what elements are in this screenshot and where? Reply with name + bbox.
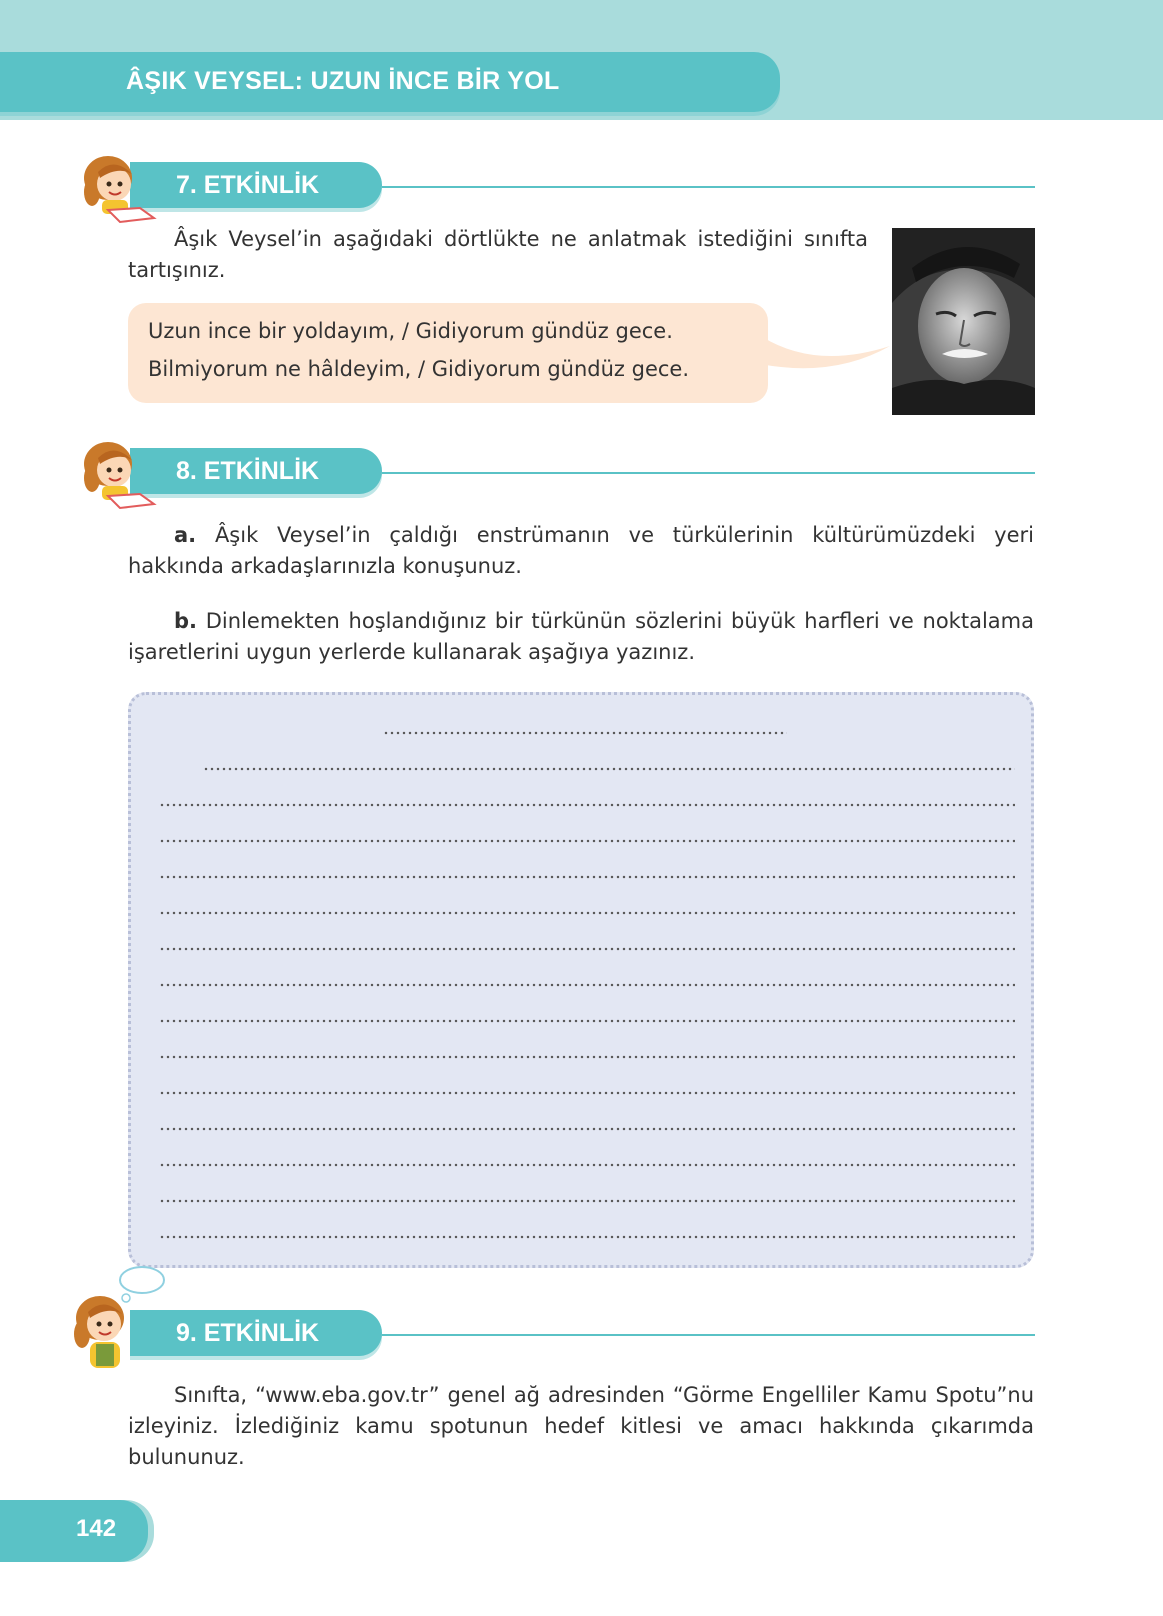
writing-line[interactable]	[159, 873, 1015, 881]
part-a-label: a.	[174, 523, 197, 547]
writing-line[interactable]	[159, 1125, 1015, 1133]
chapter-title: ÂŞIK VEYSEL: UZUN İNCE BİR YOL	[126, 67, 560, 95]
activity-8-badge	[130, 448, 382, 494]
page-number: 142	[76, 1515, 117, 1542]
activity-8-part-b	[128, 606, 1034, 668]
writing-line[interactable]	[159, 945, 1015, 953]
poem-speech-bubble	[128, 303, 768, 403]
page-number-tab	[0, 1500, 148, 1562]
part-b-label: b.	[174, 609, 198, 633]
writing-line[interactable]	[159, 909, 1015, 917]
writing-line[interactable]	[159, 1053, 1015, 1061]
poem-line-1: Uzun ince bir yoldayım, / Gidiyorum gündüz gece.	[148, 319, 673, 343]
writing-line[interactable]	[203, 765, 1015, 773]
writing-line[interactable]	[159, 1197, 1015, 1205]
activity-8-header	[0, 434, 1163, 514]
girl-reading-mascot-icon	[78, 148, 164, 226]
song-title-line[interactable]	[383, 729, 787, 737]
writing-line[interactable]	[159, 981, 1015, 989]
writing-line[interactable]	[159, 1161, 1015, 1169]
girl-thinking-mascot-icon	[70, 1266, 170, 1376]
activity-8-part-a	[128, 520, 1034, 582]
writing-line[interactable]	[159, 837, 1015, 845]
activity-7-badge	[130, 162, 382, 208]
activity-divider-line	[380, 1334, 1035, 1336]
activity-9-header	[0, 1296, 1163, 1376]
activity-9-title: 9. ETKİNLİK	[176, 1319, 320, 1347]
writing-area[interactable]	[128, 692, 1034, 1268]
part-b-text: Dinlemekten hoşlandığınız bir türkünün sözlerini büyük harfleri ve noktalama işaretlerini uygun yerlerde kullanarak aşağıya yazınız.	[128, 609, 1034, 664]
activity-7-instruction: Âşık Veysel’in aşağıdaki dörtlükte ne anlatmak istediğini sınıfta tartışınız.	[128, 227, 868, 282]
activity-8-title: 8. ETKİNLİK	[176, 457, 320, 485]
part-a-text: Âşık Veysel’in çaldığı enstrümanın ve türkülerinin kültürümüzdeki yeri hakkında arkadaşlarınızla konuşunuz.	[128, 523, 1034, 578]
writing-line[interactable]	[159, 801, 1015, 809]
writing-line[interactable]	[159, 1089, 1015, 1097]
activity-7-title: 7. ETKİNLİK	[176, 171, 320, 199]
chapter-title-bar	[0, 52, 780, 112]
activity-divider-line	[380, 186, 1035, 188]
activity-9-instruction: Sınıfta, “www.eba.gov.tr” genel ağ adresinden “Görme Engelliler Kamu Spotu”nu izleyiniz. İzlediğiniz kamu spotunun hedef kitlesi ve amacı hakkında çıkarımda bulununuz.	[128, 1383, 1034, 1469]
girl-reading-mascot-icon	[78, 434, 164, 512]
writing-line[interactable]	[159, 1233, 1015, 1241]
poem-line-2: Bilmiyorum ne hâldeyim, / Gidiyorum gündüz gece.	[148, 357, 690, 381]
writing-line[interactable]	[159, 1017, 1015, 1025]
activity-7-header	[0, 148, 1163, 228]
activity-divider-line	[380, 472, 1035, 474]
asik-veysel-portrait	[892, 228, 1035, 415]
